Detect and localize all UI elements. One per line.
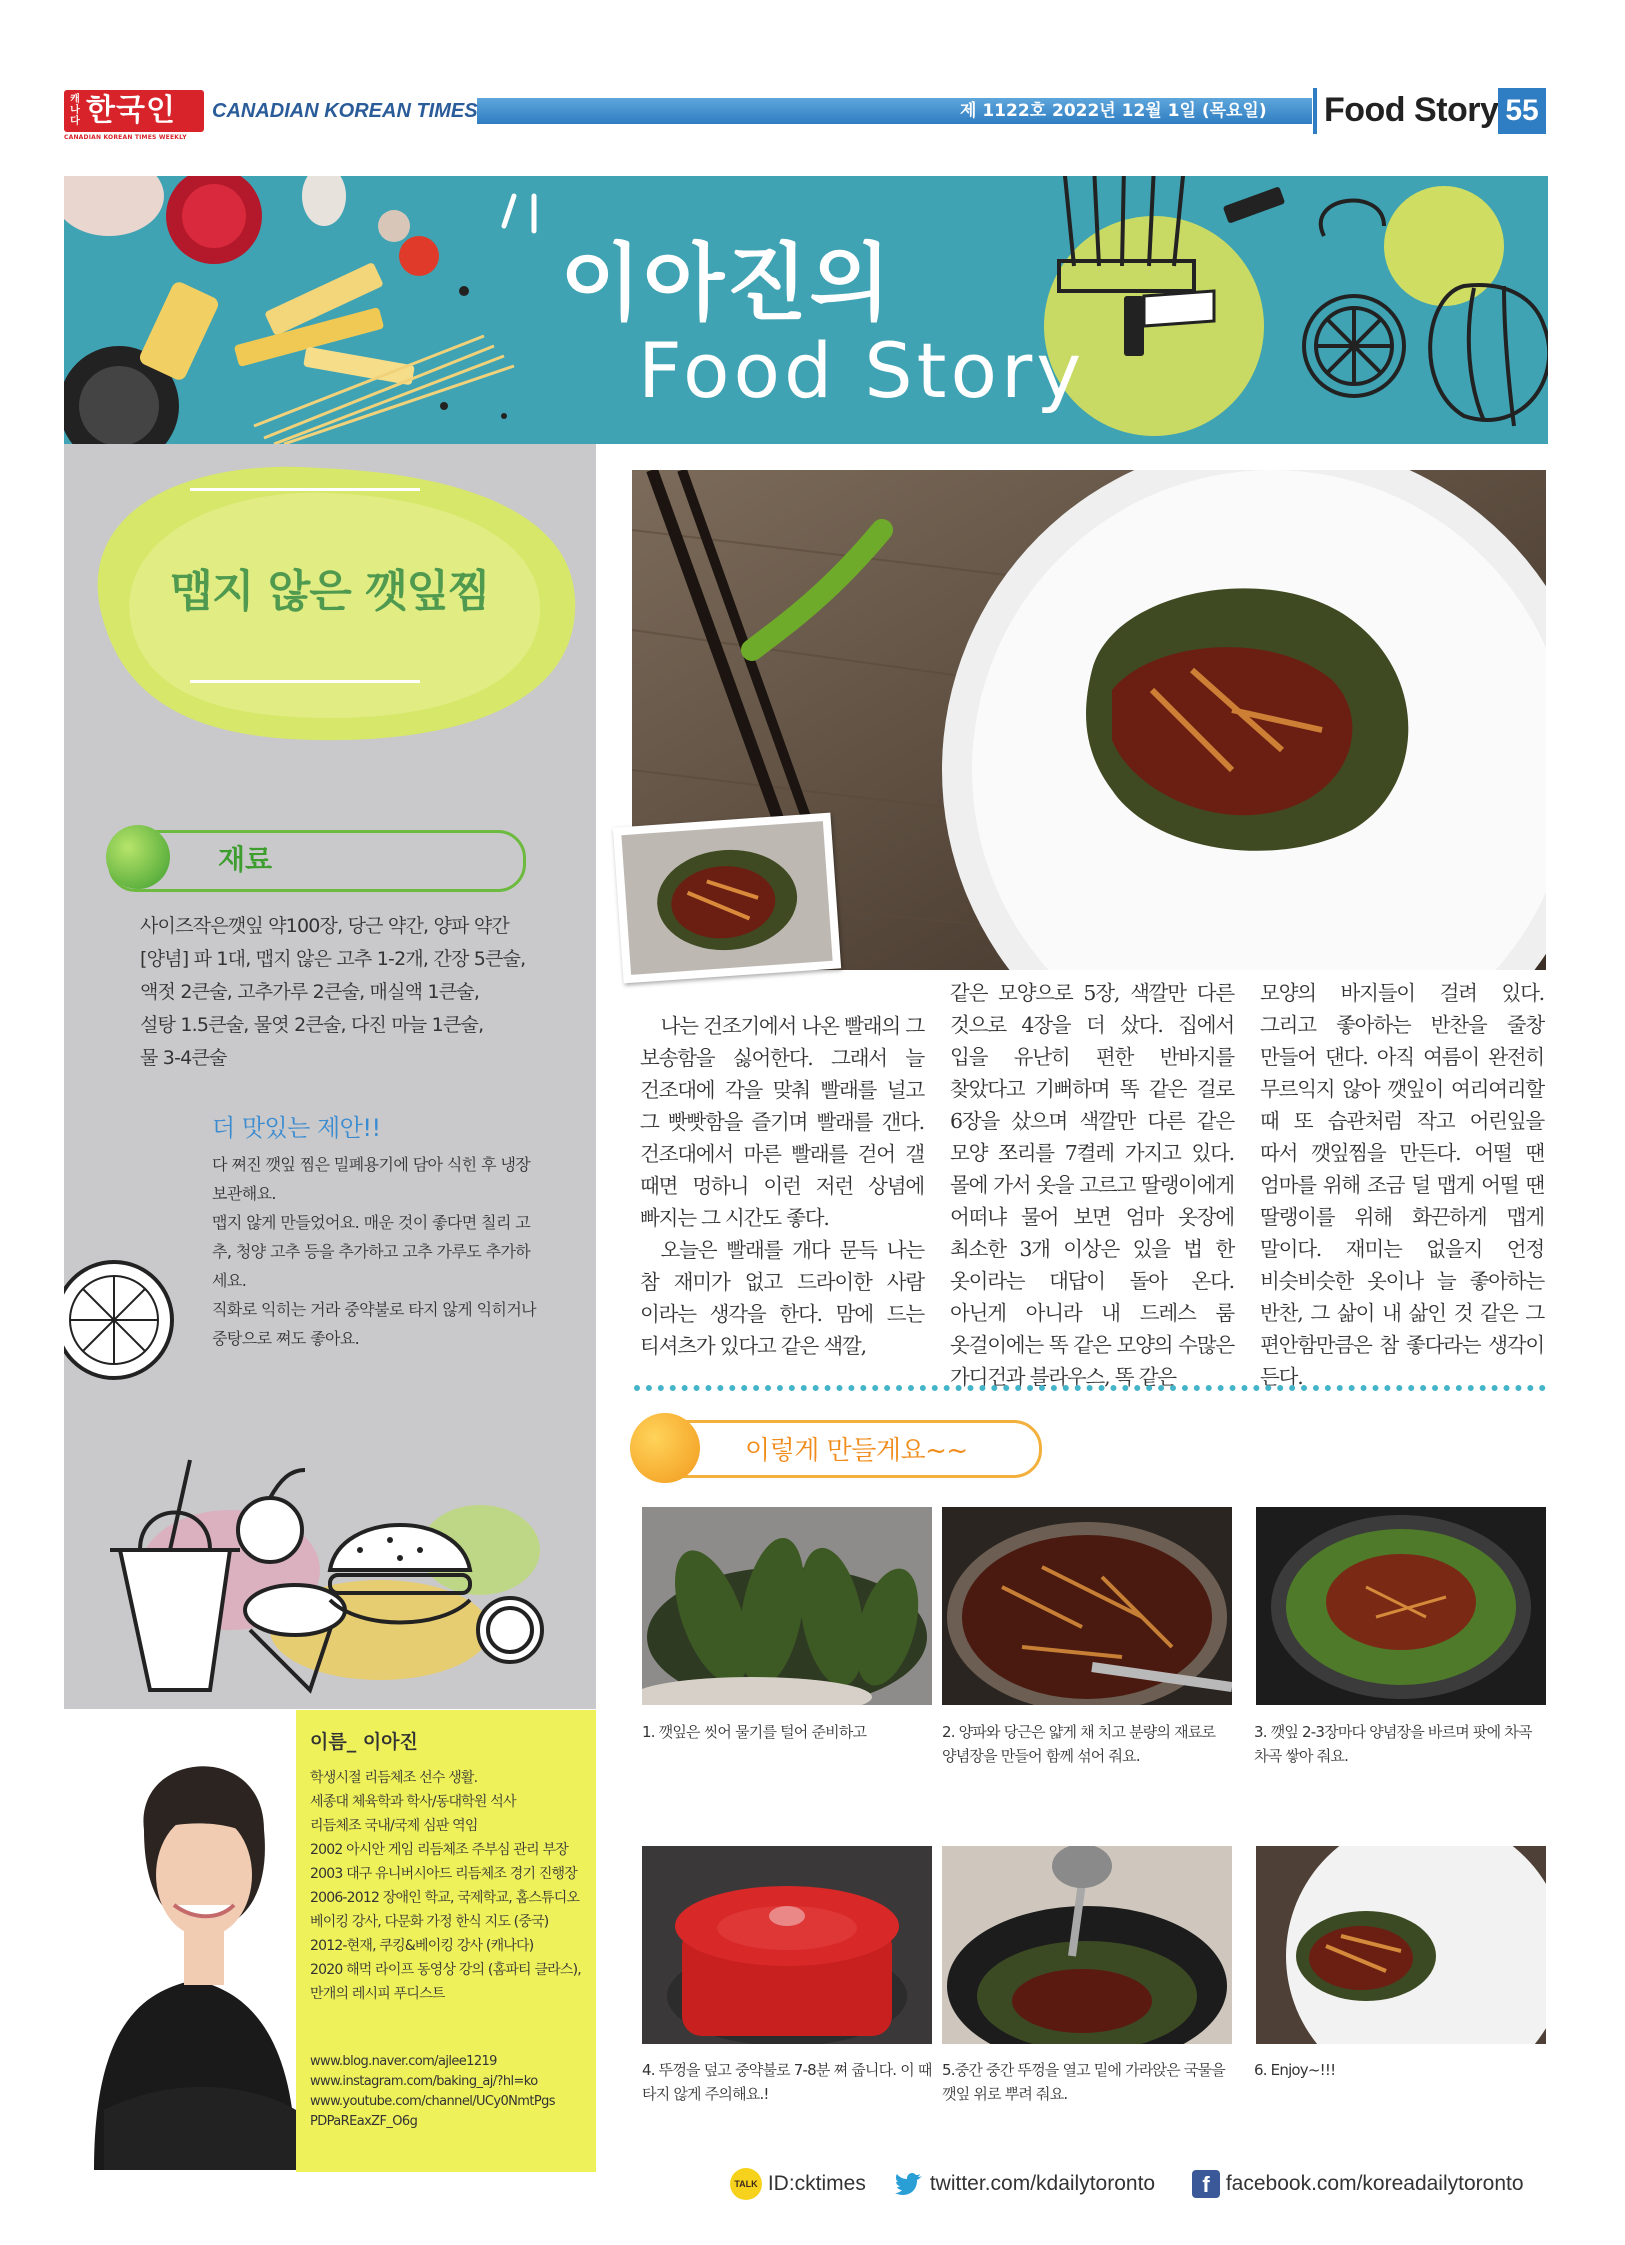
ingredients-list xyxy=(140,910,560,1075)
dish-title-divider-top xyxy=(190,488,420,491)
career-line: 만개의 레시피 푸디스트 xyxy=(310,1986,445,2002)
step-1-photo xyxy=(642,1507,932,1705)
lemon-slice-icon xyxy=(64,1230,184,1410)
step-3-photo xyxy=(1256,1507,1546,1705)
tips-list xyxy=(212,1150,542,1353)
youtube-link[interactable]: www.youtube.com/channel/UCy0NmtPgs xyxy=(310,2094,555,2109)
perilla-leaves-image xyxy=(642,1507,932,1705)
profile-photo xyxy=(64,1710,296,2172)
career-line: 리듬체조 국내/국제 심판 역임 xyxy=(310,1818,478,1834)
facebook-handle: facebook.com/koreadailytoronto xyxy=(1225,2172,1524,2195)
dish-title-divider-bottom xyxy=(190,680,420,683)
ingredients-line: 사이즈작은깻잎 약100장, 당근 약간, 양파 약간 xyxy=(140,915,509,937)
step-1-caption: 1. 깻잎은 씻어 물기를 털어 준비하고 xyxy=(642,1723,867,1741)
dish-title: 맵지 않은 깻잎찜 xyxy=(170,566,490,617)
step-2-photo xyxy=(942,1507,1232,1705)
logo-text: 한국인 xyxy=(86,93,176,128)
orange-ball-icon xyxy=(630,1413,700,1483)
section-name: Food Story xyxy=(1324,91,1499,129)
career-line: 2020 해먹 라이프 동영상 강의 (홈파티 클라스), xyxy=(310,1962,581,1978)
thumbnail-dish-photo xyxy=(613,813,841,984)
career-line: 2003 대구 유니버시아드 리듬체조 경기 진행장 xyxy=(310,1866,577,1882)
step-6-photo xyxy=(1256,1846,1546,2044)
newspaper-logo xyxy=(64,90,204,144)
kakaotalk-icon: TALK xyxy=(730,2168,762,2200)
banner-title-line1: 이아진의 xyxy=(560,234,893,332)
logo-subtitle: CANADIAN KOREAN TIMES WEEKLY xyxy=(64,134,187,141)
ingredients-line: 물 3-4큰술 xyxy=(140,1047,227,1069)
ingredients-line: 설탕 1.5큰술, 물엿 2큰술, 다진 마늘 1큰술, xyxy=(140,1014,484,1036)
blog-link[interactable]: www.blog.naver.com/ajlee1219 xyxy=(310,2054,497,2069)
career-line: 2006-2012 장애인 학교, 국제학교, 홈스튜디오 xyxy=(310,1890,580,1906)
ladle-pot-image xyxy=(942,1846,1232,2044)
step-5-photo xyxy=(942,1846,1232,2044)
instagram-link[interactable]: www.instagram.com/baking_aj/?hl=ko xyxy=(310,2074,538,2089)
ingredients-heading-pill xyxy=(108,830,526,892)
layered-leaves-image xyxy=(1256,1507,1546,1705)
profile-career xyxy=(310,1766,590,2006)
finished-dish-image xyxy=(1256,1846,1546,2044)
marinade-bowl-image xyxy=(942,1507,1232,1705)
career-line: 2002 아시안 게임 리듬체조 주부심 관리 부장 xyxy=(310,1842,568,1858)
facebook-link[interactable] xyxy=(1192,2166,1524,2202)
step-6-caption: 6. Enjoy~!!! xyxy=(1254,2061,1336,2079)
facebook-icon: f xyxy=(1192,2170,1220,2198)
twitter-handle: twitter.com/kdailytoronto xyxy=(929,2172,1156,2195)
twitter-icon xyxy=(894,2169,924,2199)
profile-photo-area xyxy=(64,1710,296,2172)
paper-name: CANADIAN KOREAN TIMES xyxy=(212,100,478,122)
profile-links xyxy=(310,2052,590,2132)
ingredients-line: [양념] 파 1대, 맵지 않은 고추 1-2개, 간장 5큰술, xyxy=(140,948,526,970)
dotted-divider xyxy=(634,1385,1546,1397)
header-divider xyxy=(1313,88,1317,134)
tip-item: 맵지 않게 만들었어요. 매운 것이 좋다면 칠리 고추, 청양 고추 등을 추가하고 고추 가루도 추가하세요. xyxy=(212,1213,531,1290)
red-pot-image xyxy=(642,1846,932,2044)
career-line: 학생시절 리듬체조 선수 생활. xyxy=(310,1770,478,1786)
kakaotalk-id: ID:cktimes xyxy=(767,2172,866,2195)
banner-title-line2: Food Story xyxy=(638,326,1086,415)
kakaotalk-link[interactable] xyxy=(730,2166,866,2202)
green-ball-icon xyxy=(106,825,170,889)
article-column-2: 같은 모양으로 5장, 색깔만 다른 것으로 4장을 더 샀다. 집에서 입을 유난히 편한 반바지를 찾았다고 기뻐하며 똑 같은 걸로 6장을 샀으며 색깔만 다른 같은 모양 쪼리를 7켤레 가지고 있다. 몰에 가서 옷을 고르고 딸랭이에게 어떠냐 물어 보면 엄마 옷장에 최소한 3개 이상은 있을 법 한 옷이라는 대답이 돌아 온다. 아닌게 아니라 내 드레스 룸 옷걸이에는 똑 같은 모양의 수많은 가디건과 블라우스, 똑 같은 xyxy=(950,981,1234,1389)
step-4-photo xyxy=(642,1846,932,2044)
career-line: 2012-현재, 쿠킹&베이킹 강사 (캐나다) xyxy=(310,1938,534,1954)
article-column-3: 모양의 바지들이 걸려 있다. 그리고 좋아하는 반찬을 줄창 만들어 댄다. 아직 여름이 완전히 무르익지 않아 깻잎이 여리여리할 때 또 습관처럼 작고 어린잎을 따서 깻잎찜을 만든다. 어떨 땐 엄마를 위해 조금 덜 맵게 어떨 땐 딸랭이를 위해 화끈하게 맵게 말이다. 재미는 없을지 언정 비슷비슷한 옷이나 늘 좋아하는 반찬, 그 삶이 내 삶인 것 같은 그 편안함만큼은 참 좋다라는 생각이 든다. xyxy=(1260,981,1544,1389)
page-number: 55 xyxy=(1498,88,1546,134)
article-column-1 xyxy=(640,1010,924,1362)
career-line: 세종대 체육학과 학사/동대학원 석사 xyxy=(310,1794,516,1810)
ingredients-heading: 재료 xyxy=(218,843,273,876)
food-doodle-illustration xyxy=(80,1400,590,1700)
career-line: 베이킹 강사, 다문화 가정 한식 지도 (중국) xyxy=(310,1914,549,1930)
logo-side-text: 캐나다 xyxy=(70,94,80,127)
thumbnail-dish-image xyxy=(613,813,841,984)
issue-date: 제 1122호 2022년 12월 1일 (목요일) xyxy=(960,101,1267,121)
twitter-link[interactable] xyxy=(894,2166,1155,2202)
howto-heading: 이렇게 만들게요~~ xyxy=(745,1436,968,1466)
tip-item: 직화로 익히는 거라 중약불로 타지 않게 익히거나 중탕으로 쪄도 좋아요. xyxy=(212,1300,537,1348)
step-4-caption: 4. 뚜껑을 덮고 중약불로 7-8분 쪄 줍니다. 이 때 타지 않게 주의해요.! xyxy=(642,2061,932,2103)
step-2-caption: 2. 양파와 당근은 얇게 채 치고 분량의 재료로 양념장을 만들어 함께 섞어 줘요. xyxy=(942,1723,1216,1765)
profile-name: 이름_ 이아진 xyxy=(310,1731,418,1753)
step-5-caption: 5.중간 중간 뚜껑을 열고 밑에 가라앉은 국물을 깻잎 위로 뿌려 줘요. xyxy=(942,2061,1225,2103)
tips-heading: 더 맛있는 제안!! xyxy=(212,1114,381,1142)
social-footer xyxy=(730,2166,1550,2202)
youtube-link-continued[interactable]: PDPaREaxZF_O6g xyxy=(310,2114,418,2129)
step-3-caption: 3. 깻잎 2-3장마다 양념장을 바르며 팟에 차곡 차곡 쌓아 줘요. xyxy=(1254,1723,1532,1765)
tip-item: 다 쪄진 깻잎 찜은 밀폐용기에 담아 식힌 후 냉장 보관해요. xyxy=(212,1155,531,1203)
article-paragraph: 오늘은 빨래를 개다 문득 나는 참 재미가 없고 드라이한 사람 이라는 생각을 한다. 맘에 드는 티셔츠가 있다고 같은 색깔, xyxy=(640,1238,924,1358)
article-paragraph: 나는 건조기에서 나온 빨래의 그 보송함을 싫어한다. 그래서 늘 건조대에 각을 맞춰 빨래를 널고 그 빳빳함을 즐기며 빨래를 갠다. 건조대에서 마른 빨래를 걷어 갤 때면 멍하니 이런 저런 상념에 빠지는 그 시간도 좋다. xyxy=(640,1014,924,1230)
ingredients-line: 액젓 2큰술, 고추가루 2큰술, 매실액 1큰술, xyxy=(140,981,480,1003)
